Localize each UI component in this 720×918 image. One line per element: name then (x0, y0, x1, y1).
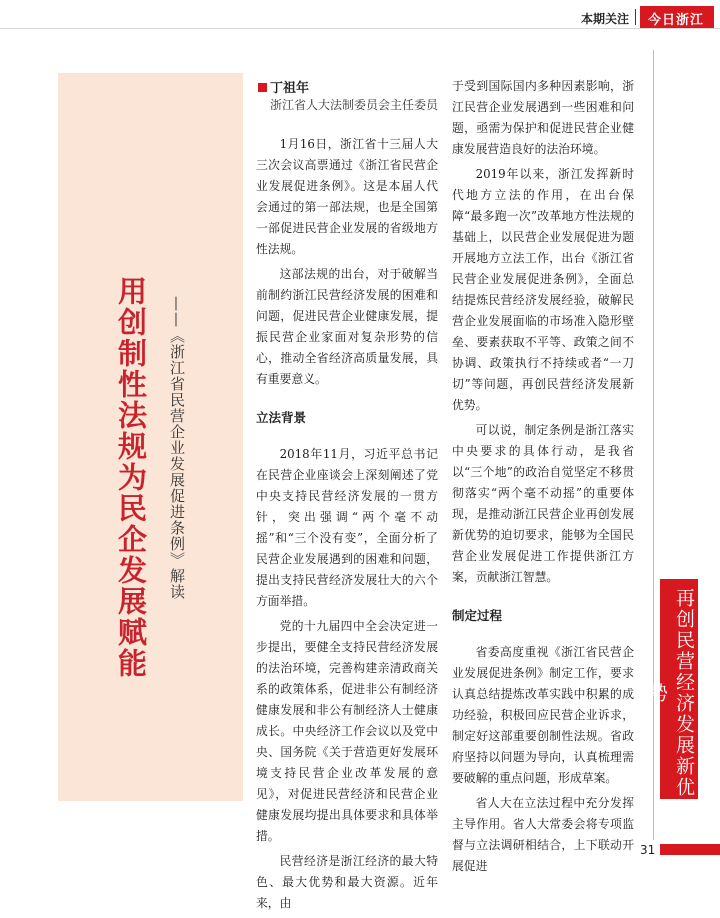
author-title: 浙江省人大法制委员会主任委员 (270, 98, 439, 112)
paragraph: 党的十九届四中全会决定进一步提出，要健全支持民营经济发展的法治环境，完善构建亲清政商关系的政策体系，促进非公有制经济健康发展和非公有制经济人士健康成长。中央经济工作会议以及党中央、国务院《关于营造更好发展环境支持民营企业改革发展的意见》，对促进民营经济和民营企业健康发展均提出具体要求和具体举措。 (256, 619, 438, 843)
article-title: 用创制性法规为民企发展赋能 (114, 276, 148, 679)
magazine-logo: 今日浙江 (640, 6, 714, 28)
section-heading: 立法背景 (256, 410, 307, 425)
side-tab-text: 再创民营经济发展新优势 (646, 588, 695, 798)
paragraph: 2018年11月，习近平总书记在民营企业座谈会上深刻阐述了党中央支持民营经济发展的一贯方针，突出强调“两个毫不动摇”和“三个没有变”，全面分析了民营企业发展遇到的困难和问题，提出支持民营经济发展壮大的六个方面举措。 (256, 447, 438, 608)
paragraph: 民营经济是浙江经济的最大特色、最大优势和最大资源。近年来，由 (256, 854, 438, 910)
header-rule (0, 28, 720, 29)
article-subtitle: ——《浙江省民营企业发展促进条例》解读 (168, 296, 186, 600)
paragraph: 省人大在立法过程中充分发挥主导作用。省人大常委会将专项监督与立法调研相结合，上下联动开展促进 (452, 796, 634, 873)
author-name (258, 77, 309, 96)
section-label: 本期关注 (580, 12, 629, 26)
footer-bar (660, 844, 720, 855)
paragraph: 可以说，制定条例是浙江落实中央要求的具体行动，是我省以“三个地”的政治自觉坚定不移贯彻落实“两个毫不动摇”的重要体现，是推动浙江民营企业再创发展新优势的迫切要求，能够为全国民营企业发展促进工作提供浙江方案，贡献浙江智慧。 (452, 423, 634, 584)
header-tag (581, 6, 714, 28)
square-marker-icon (258, 83, 267, 92)
text-column-2 (452, 76, 634, 881)
page-number: 31 (640, 843, 656, 857)
author-name-text: 丁祖年 (270, 81, 310, 96)
page-header (0, 0, 720, 62)
paragraph: 2019年以来，浙江发挥新时代地方立法的作用，在出台保障“最多跑一次”改革地方性法规的基础上，以民营企业发展促进为题开展地方立法工作，出台《浙江省民营企业发展促进条例》，全面总结提炼民营经济发展经验，破解民营企业发展面临的市场准入隐形壁垒、要素获取不平等、政策之间不协调、政策执行不持续或者“一刀切”等问题，再创民营经济发展新优势。 (452, 167, 634, 412)
paragraph: 于受到国际国内多种因素影响，浙江民营企业发展遇到一些困难和问题，亟需为保护和促进民营企业健康发展营造良好的法治环境。 (452, 79, 634, 156)
section-heading: 制定过程 (452, 608, 503, 623)
header-separator (635, 9, 636, 25)
paragraph: 1月16日，浙江省十三届人大三次会议高票通过《浙江省民营企业发展促进条例》。这是本届人代会通过的第一部法规，也是全国第一部促进民营企业发展的省级地方性法规。 (256, 137, 438, 256)
paragraph: 这部法规的出台，对于破解当前制约浙江民营经济发展的困难和问题，促进民营企业健康发展，提振民营企业家面对复杂形势的信心，推动全省经济高质量发展，具有重要意义。 (256, 267, 438, 386)
text-column-1 (256, 134, 438, 918)
paragraph: 省委高度重视《浙江省民营企业发展促进条例》制定工作，要求认真总结提炼改革实践中积累的成功经验，积极回应民营企业诉求，制定好这部重要创制性法规。省政府坚持以问题为导向，认真梳理需要破解的重点问题，形成草案。 (452, 645, 634, 785)
margin-rule (653, 50, 654, 840)
section-side-tab (646, 579, 698, 799)
